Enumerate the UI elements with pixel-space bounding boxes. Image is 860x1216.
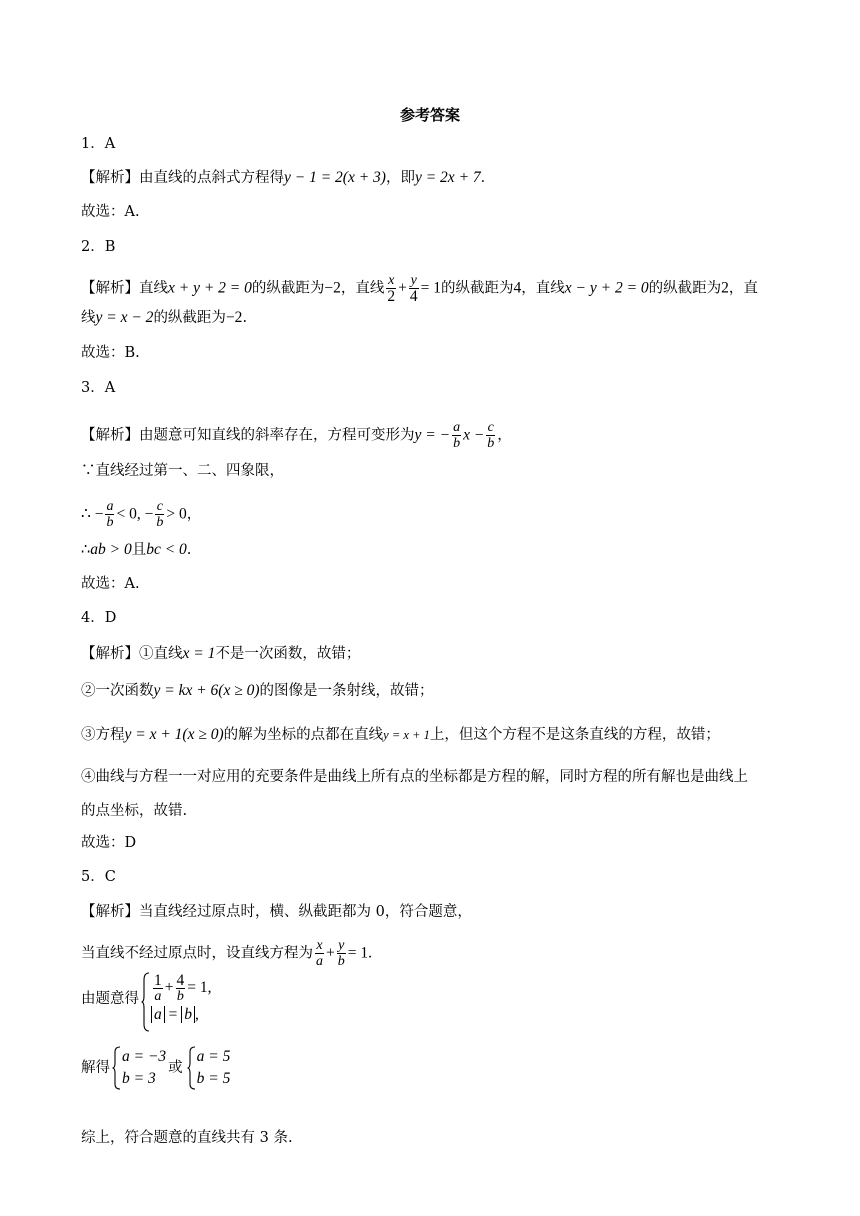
item-4-choice: 故选：D	[81, 835, 137, 851]
fraction: $\frac{x}{a}$	[316, 938, 323, 969]
item-1-choice: 故选：A.	[81, 204, 140, 220]
equation: y = 2x + 7	[414, 169, 481, 186]
item-4-point-2: ②一次函数y = kx + 6(x ≥ 0)的图像是一条射线，故错；	[81, 682, 434, 699]
fraction: $\frac{c}{b}$	[156, 499, 164, 530]
item-2-analysis-line2: 线y = x − 2的纵截距为−2.	[81, 309, 248, 326]
item-4-point-4-line1: ④曲线与方程一一对应用的充要条件是曲线上所有点的坐标都是方程的解，同时方程的所有解也是曲线上	[81, 769, 748, 785]
item-1-head: 1．A	[81, 136, 116, 152]
item-3-therefore-2: ∴ab > 0且bc < 0.	[81, 541, 192, 558]
analysis-label: 【解析】	[81, 646, 139, 662]
analysis-label: 【解析】	[81, 427, 139, 444]
item-3-head: 3．A	[81, 380, 116, 396]
item-5-conclusion: 综上，符合题意的直线共有 3 条.	[81, 1130, 293, 1146]
item-5-analysis: 【解析】当直线经过原点时，横、纵截距都为 0，符合题意，	[81, 904, 472, 920]
item-3-therefore-1: ∴ − $\frac{a}{b}$ < 0, − $\frac{c}{b}$ > 0，	[81, 499, 202, 530]
fraction: $\frac{y}{b}$	[337, 938, 345, 969]
brace-icon	[187, 1046, 196, 1090]
brace-icon	[112, 1046, 121, 1090]
fraction: $\frac{a}{b}$	[106, 499, 114, 530]
fraction: $\frac{x}{2}$	[387, 273, 396, 305]
equation: y − 1 = 2(x + 3)	[284, 169, 386, 186]
item-2-analysis-line1: 【解析】直线x + y + 2 = 0的纵截距为−2，直线 $\frac{x}{2}$ + $\frac{y}{4}$ = 1的纵截距为4，直线x − y + 2 = 0的纵截距为2，直	[81, 273, 758, 305]
item-4-point-4-line2: 的点坐标，故错.	[81, 803, 188, 819]
item-5-head: 5．C	[81, 869, 116, 885]
solution-system-2: a = 5 b = 5	[187, 1046, 231, 1090]
item-4-head: 4．D	[81, 610, 117, 626]
item-1-analysis: 【解析】由直线的点斜式方程得y − 1 = 2(x + 3)，即y = 2x + 7．	[81, 169, 496, 186]
item-5-system: 由题意得 $\frac{1}{a}$ + $\frac{4}{b}$ = 1, a = b ,	[81, 972, 212, 1026]
equation-system: $\frac{1}{a}$ + $\frac{4}{b}$ = 1, a = b ,	[141, 972, 212, 1026]
item-5-solution: 解得 a = −3 b = 3 或 a = 5 b = 5	[81, 1046, 230, 1090]
fraction: $\frac{y}{4}$	[409, 273, 418, 305]
item-3-analysis: 【解析】由题意可知直线的斜率存在，方程可变形为y = − $\frac{a}{b}$ x − $\frac{c}{b}$ ，	[81, 420, 512, 451]
item-3-because: ∵直线经过第一、二、四象限，	[81, 463, 284, 479]
analysis-label: 【解析】	[81, 170, 139, 186]
item-5-case-2: 当直线不经过原点时，设直线方程为 $\frac{x}{a}$ + $\frac{y}{b}$ = 1.	[81, 938, 372, 969]
item-2-head: 2．B	[81, 239, 116, 255]
fraction: $\frac{c}{b}$	[487, 420, 495, 451]
solution-system-1: a = −3 b = 3	[112, 1046, 166, 1090]
item-4-point-3: ③方程y = x + 1(x ≥ 0)的解为坐标的点都在直线y = x + 1上，但这个方程不是这条直线的方程，故错；	[81, 726, 720, 743]
page-title: 参考答案	[399, 106, 460, 124]
item-4-point-1: 【解析】①直线x = 1不是一次函数，故错；	[81, 645, 361, 662]
item-3-choice: 故选：A.	[81, 576, 140, 592]
fraction: $\frac{a}{b}$	[453, 420, 461, 451]
analysis-label: 【解析】	[81, 280, 139, 297]
analysis-label: 【解析】	[81, 904, 139, 920]
brace-icon	[141, 972, 150, 1032]
item-2-choice: 故选：B.	[81, 345, 140, 361]
